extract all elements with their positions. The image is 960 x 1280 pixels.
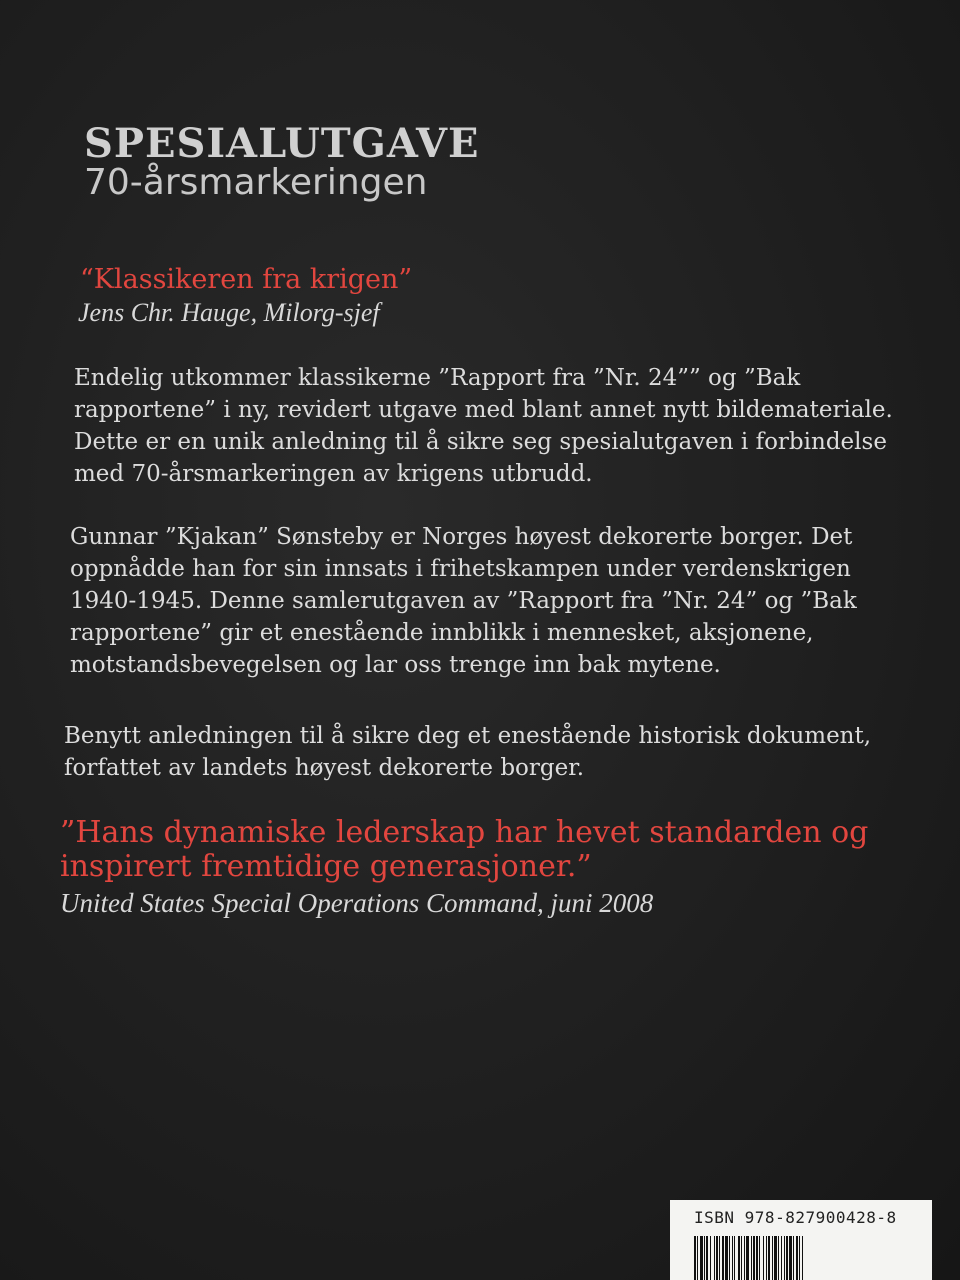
paragraph-line: Endelig utkommer klassikerne ”Rapport fra ”Nr. 24”” og ”Bak	[74, 365, 801, 391]
isbn-number: ISBN 978-827900428-8	[694, 1208, 897, 1227]
paragraph-line: oppnådde han for sin innsats i frihetskampen under verdenskrigen	[70, 556, 851, 582]
paragraph-sonsteby	[70, 521, 857, 681]
paragraph-line: forfattet av landets høyest dekorerte borger.	[64, 755, 585, 781]
paragraph-line: Gunnar ”Kjakan” Sønsteby er Norges høyest dekorerte borger. Det	[70, 524, 853, 550]
paragraph-line: med 70-årsmarkeringen av krigens utbrudd.	[74, 461, 593, 487]
paragraph-intro	[74, 362, 893, 490]
paragraph-line: rapportene” i ny, revidert utgave med blant annet nytt bildemateriale.	[74, 397, 893, 423]
isbn-barcode-label	[670, 1200, 932, 1280]
quote-line: ”Hans dynamiske lederskap har hevet standarden og	[60, 815, 869, 850]
paragraph-line: Benytt anledningen til å sikre deg et enestående historisk dokument,	[64, 723, 872, 749]
barcode-gap	[803, 1236, 804, 1280]
edition-title: SPESIALUTGAVE	[84, 120, 480, 167]
quote-hauge-attribution: Jens Chr. Hauge, Milorg-sjef	[78, 298, 380, 327]
paragraph-line: motstandsbevegelsen og lar oss trenge inn bak mytene.	[70, 652, 721, 678]
quote-socom-attribution: United States Special Operations Command, juni 2008	[60, 888, 654, 918]
barcode-icon	[694, 1236, 914, 1280]
paragraph-line: Dette er en unik anledning til å sikre seg spesialutgaven i forbindelse	[74, 429, 887, 455]
quote-socom	[60, 816, 868, 884]
quote-line: inspirert fremtidige generasjoner.”	[60, 849, 592, 884]
paragraph-line: 1940-1945. Denne samlerutgaven av ”Rapport fra ”Nr. 24” og ”Bak	[70, 588, 857, 614]
paragraph-line: rapportene” gir et enestående innblikk i mennesket, aksjonene,	[70, 620, 814, 646]
paragraph-call-to-action	[64, 720, 871, 784]
quote-hauge: “Klassikeren fra krigen”	[80, 264, 413, 295]
edition-subtitle: 70-årsmarkeringen	[84, 162, 428, 203]
